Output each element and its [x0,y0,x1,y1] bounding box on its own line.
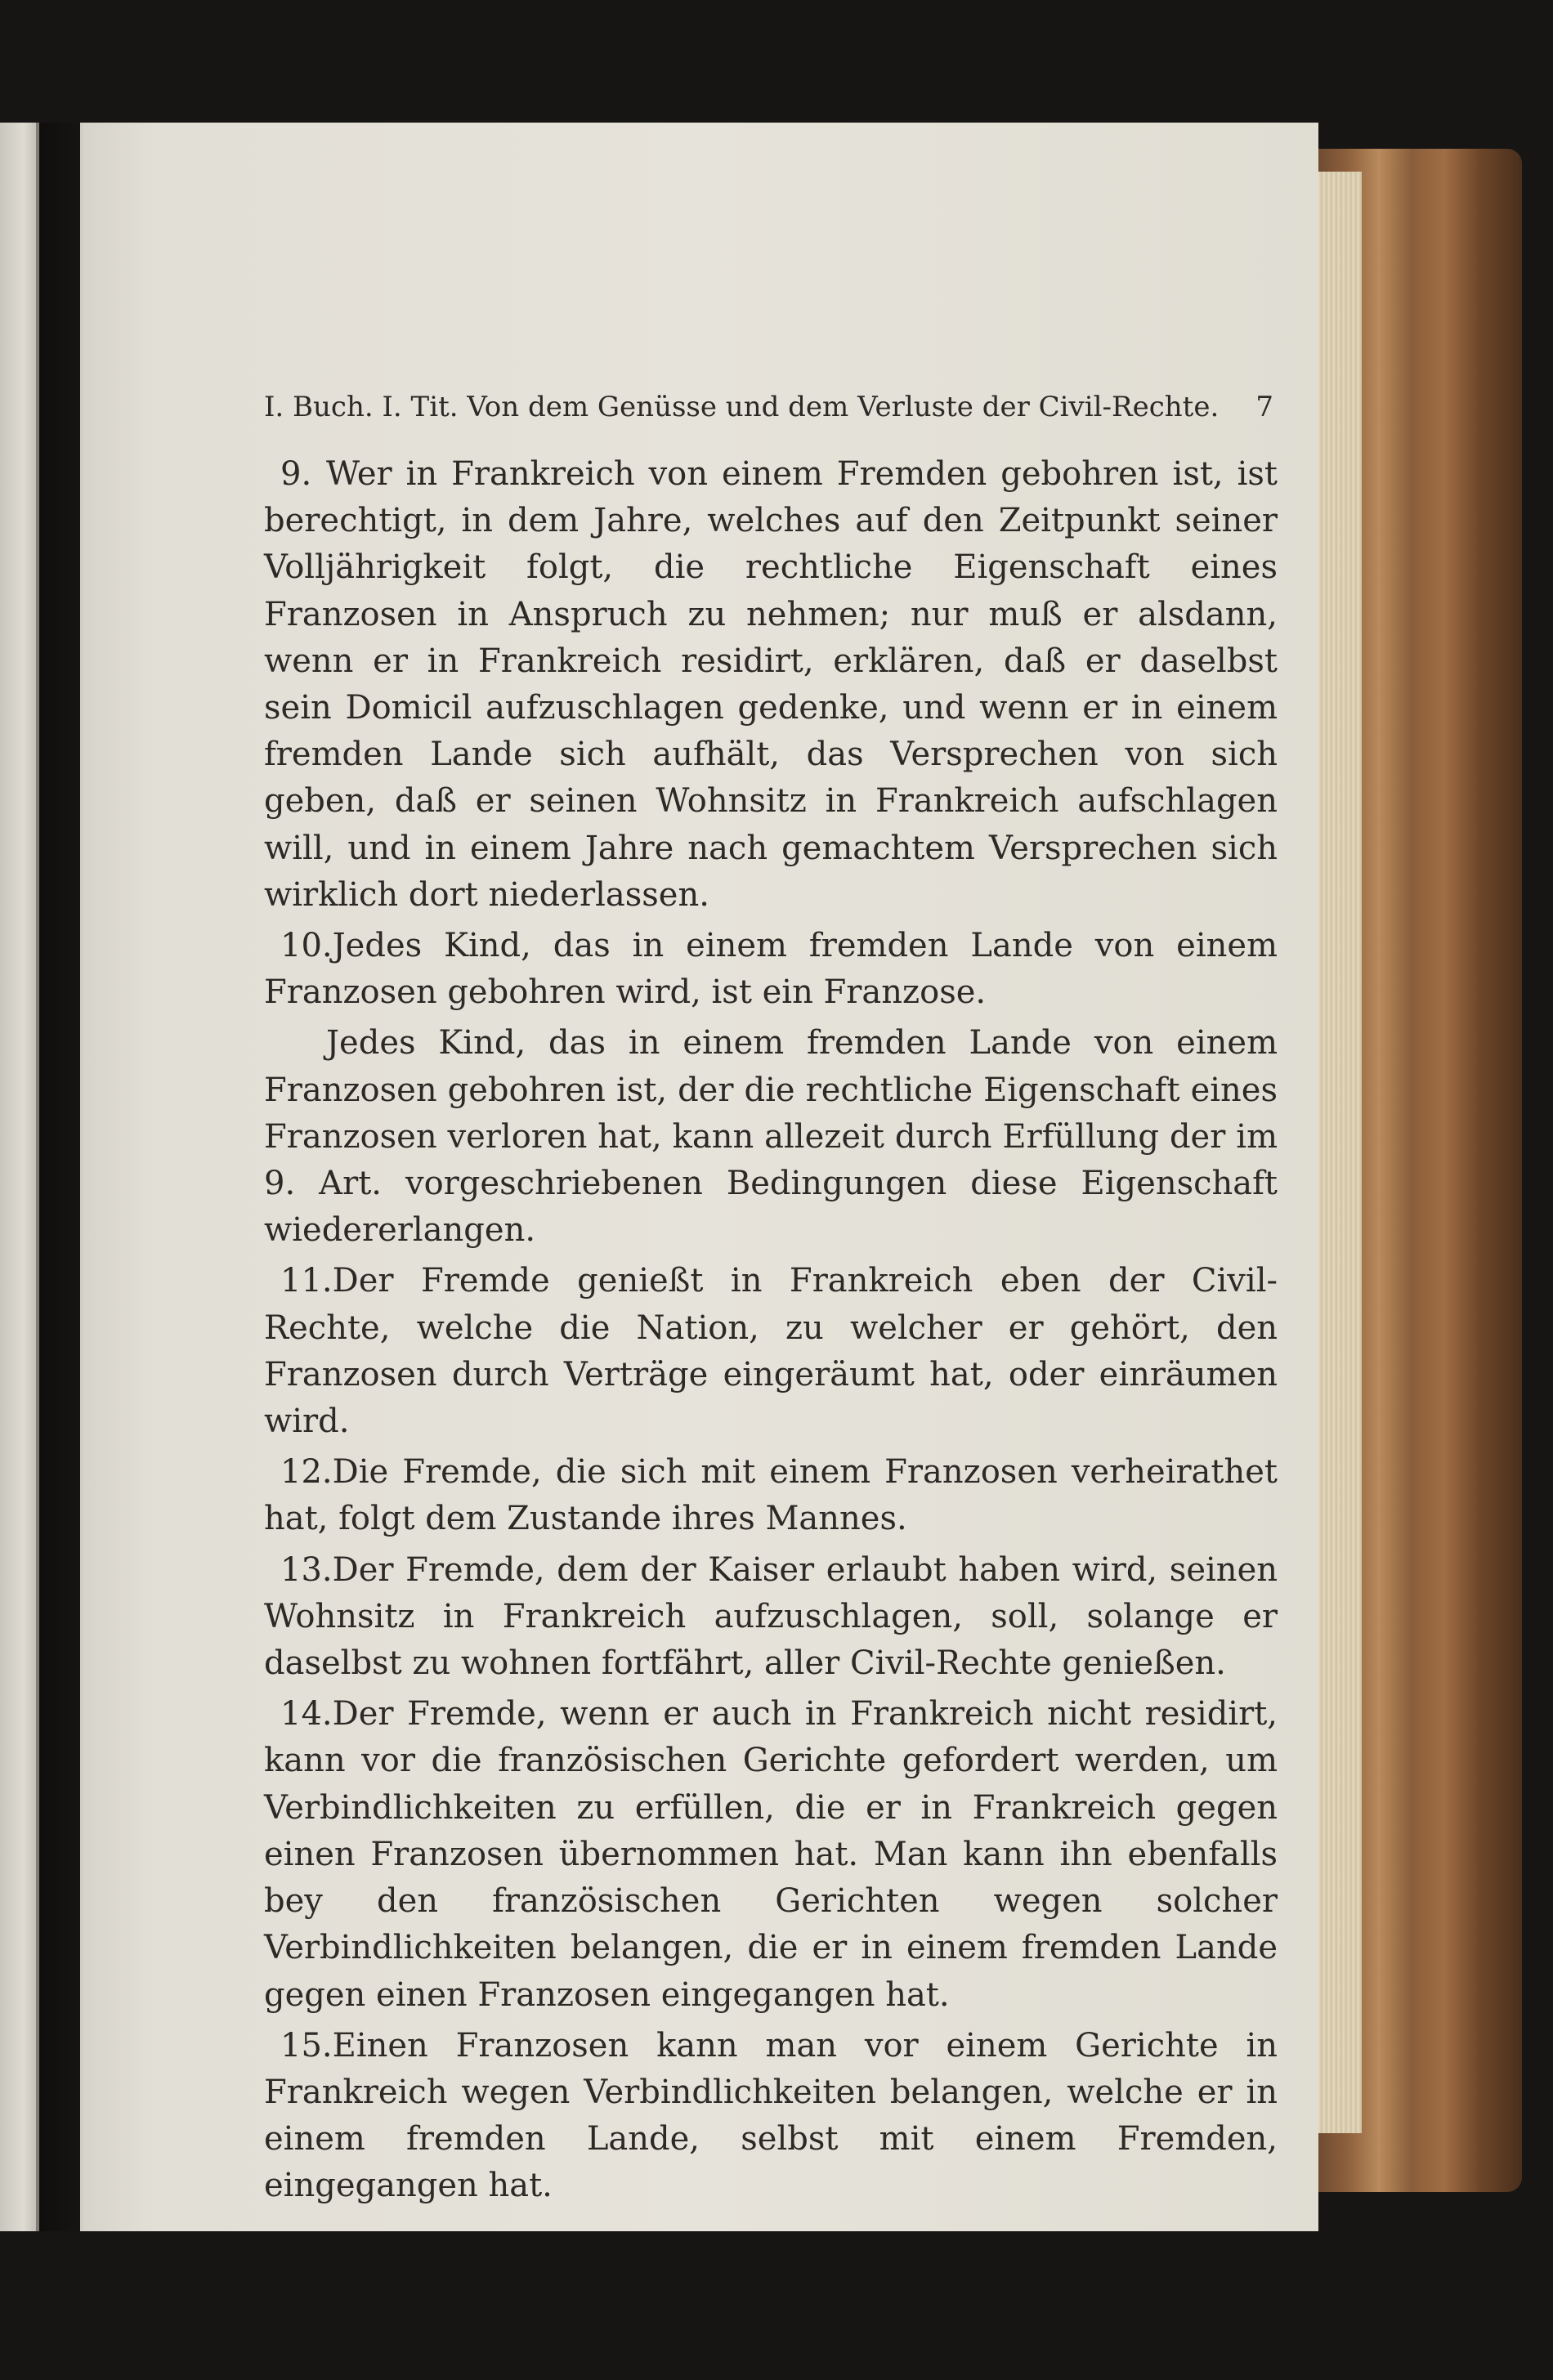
article-text: Wer in Frankreich von einem Fremden gebohren ist, ist berechtigt, in dem Jahre, welches auf den Zeitpunkt seiner Volljährigkeit folgt, die rechtliche Eigenschaft eines Franzosen in Anspruch zu nehmen; nur muß er alsdann, wenn er in Frankreich residirt, erklären, daß er daselbst sein Domicil aufzuschlagen gedenke, und wenn er in einem fremden Lande sich aufhält, das Versprechen von sich geben, daß er seinen Wohnsitz in Frankreich aufschlagen will, und in einem Jahre nach gemachtem Versprechen sich wirklich dort niederlassen. [264,455,1278,914]
article-text: Jedes Kind, das in einem fremden Lande von einem Franzosen gebohren ist, der die rechtliche Eigenschaft eines Franzosen verloren hat, kann allezeit durch Erfüllung der im 9. Art. vorgeschriebenen Bedingungen diese Eigenschaft wiedererlangen. [264,1024,1278,1250]
article-text: Der Fremde genießt in Frankreich eben der Civil-Rechte, welche die Nation, zu welcher er gehört, den Franzosen durch Verträge eingeräumt hat, oder einräumen wird. [264,1262,1278,1441]
article-text: Der Fremde, dem der Kaiser erlaubt haben wird, seinen Wohnsitz in Frankreich aufzuschlagen, soll, solange er daselbst zu wohnen fortfährt, aller Civil-Rechte genießen. [264,1550,1278,1683]
article-paragraph [264,923,1278,1016]
article-number: 11. [280,1262,333,1300]
article-text: Die Fremde, die sich mit einem Franzosen verheirathet hat, folgt dem Zustande ihres Mannes. [264,1453,1278,1538]
article-text: Der Fremde, wenn er auch in Frankreich nicht residirt, kann vor die französischen Gerichte gefordert werden, um Verbindlichkeiten zu erfüllen, die er in Frankreich gegen einen Franzosen übernommen hat. Man kann ihn ebenfalls bey den französischen Gerichten wegen solcher Verbindlichkeiten belangen, die er in einem fremden Lande gegen einen Franzosen eingegangen hat. [264,1695,1278,2014]
article-paragraph [264,1020,1278,1254]
article-text: Einen Franzosen kann man vor einem Gerichte in Frankreich wegen Verbindlichkeiten belangen, welche er in einem fremden Lande, selbst mit einem Fremden, eingegangen hat. [264,2026,1278,2205]
gutter-shadow [36,123,85,2231]
article-number: 15. [280,2026,333,2065]
article-paragraph [264,1449,1278,1542]
article-paragraph [264,1258,1278,1445]
body-text [264,451,1278,2214]
article-paragraph [264,451,1278,919]
article-paragraph [264,2023,1278,2210]
page-stack-edge [1314,172,1362,2133]
article-number: 13. [280,1550,333,1589]
article-text: Jedes Kind, das in einem fremden Lande von einem Franzosen gebohren wird, ist ein Franzose. [264,927,1278,1012]
running-head [264,386,1273,428]
book-page [80,123,1318,2231]
running-head-title: I. Buch. I. Tit. Von dem Genüsse und dem Verluste der Civil-Rechte. [264,391,1220,423]
article-paragraph [264,1547,1278,1688]
article-number: 14. [280,1695,333,1734]
left-page-edge [0,123,39,2231]
article-paragraph [264,1691,1278,2018]
article-number: 12. [280,1453,333,1492]
article-number: 9. [280,455,312,493]
page-number: 7 [1255,391,1273,423]
article-number: 10. [280,927,333,965]
